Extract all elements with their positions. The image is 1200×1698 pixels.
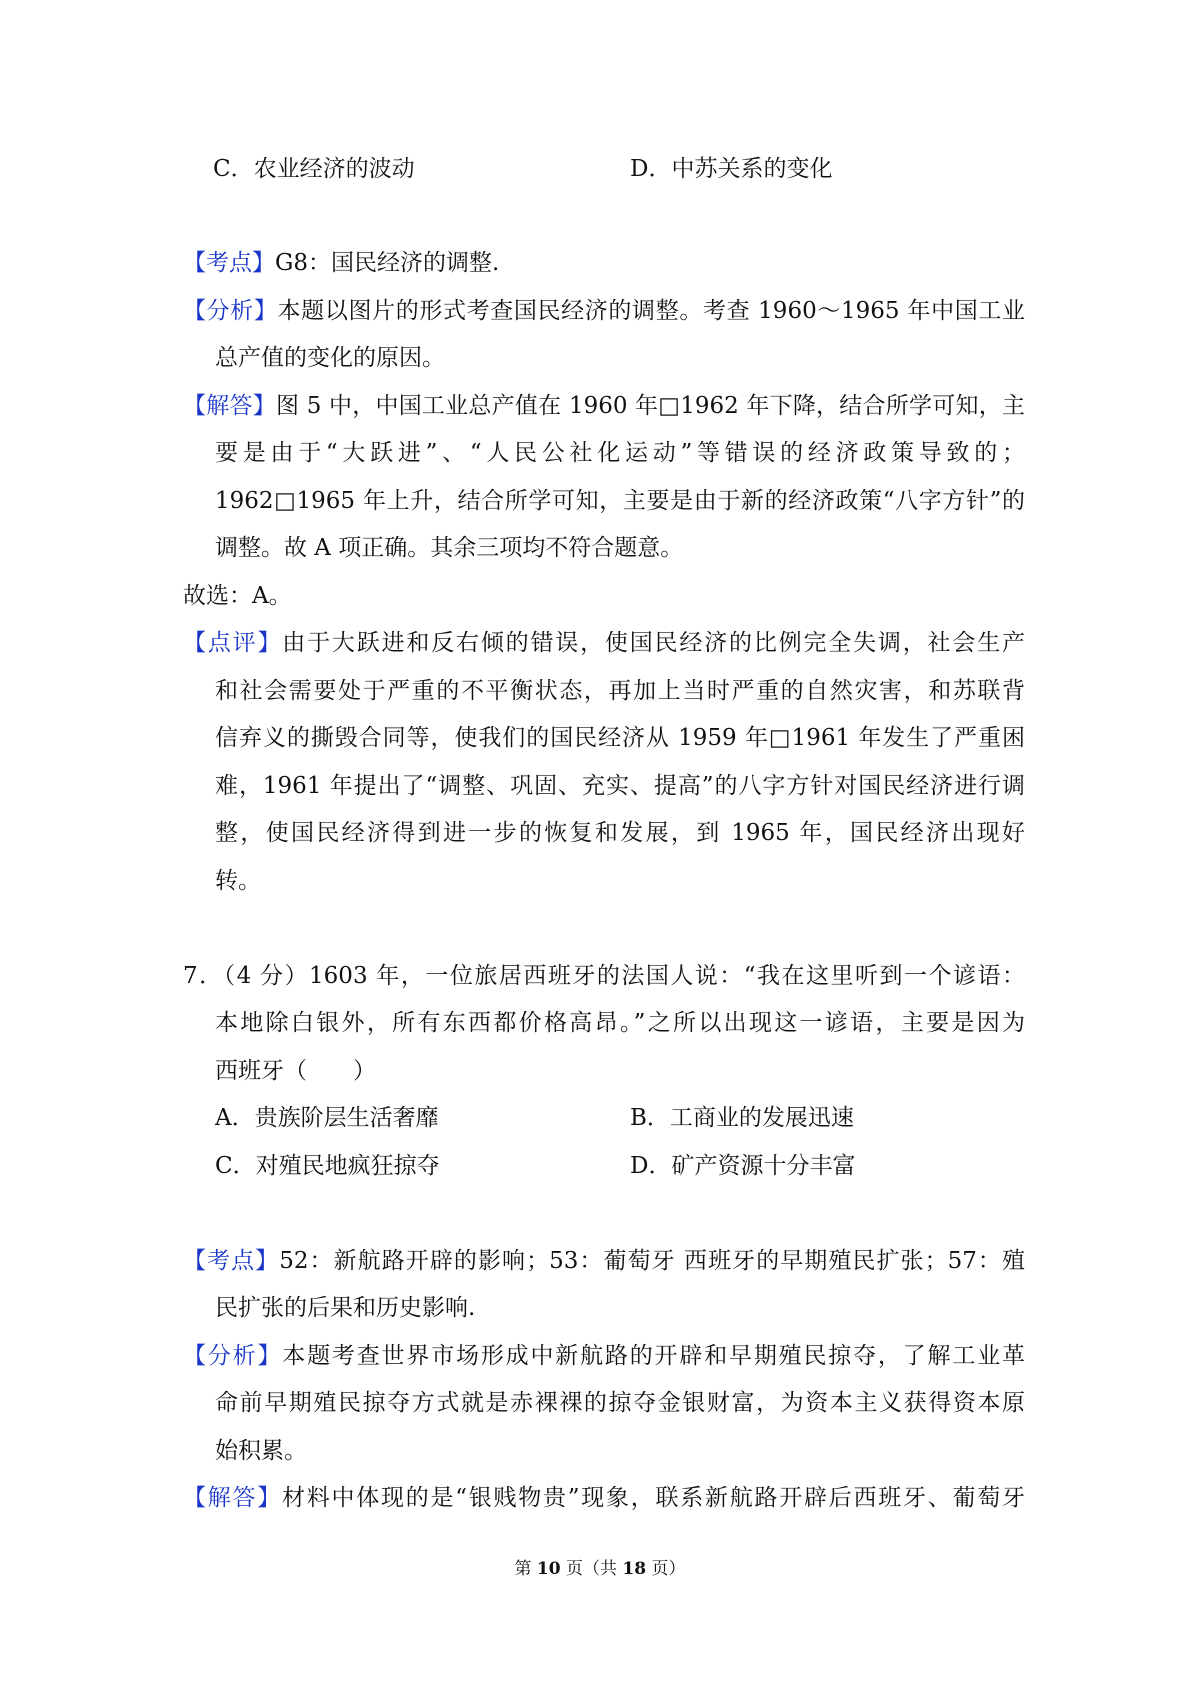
q7-kaodian-line-1: 【考点】52：新航路开辟的影响；53：葡萄牙 西班牙的早期殖民扩张；57：殖 — [183, 1248, 1025, 1274]
total-page-number: 18 — [622, 1559, 647, 1579]
q7-jieda-line-1: 【解答】材料中体现的是“银贱物贵”现象，联系新航路开辟后西班牙、葡萄牙 — [183, 1485, 1025, 1511]
q6-fenxi-line-2: 总产值的变化的原因。 — [215, 345, 445, 371]
q7-fenxi-line-2: 命前早期殖民掠夺方式就是赤裸裸的掠夺金银财富，为资本主义获得资本原 — [215, 1390, 1025, 1416]
q6-fenxi-line-1: 【分析】本题以图片的形式考查国民经济的调整。考查 1960～1965 年中国工业 — [183, 298, 1025, 324]
q7-stem-line-2: 本地除白银外，所有东西都价格高昂。”之所以出现这一谚语，主要是因为 — [215, 1010, 1025, 1036]
q7-option-a: A．贵族阶层生活奢靡 — [215, 1105, 439, 1131]
page-footer: 第 10 页（共 18 页） — [514, 1559, 686, 1579]
tag-fenxi: 【分析】 — [183, 1343, 283, 1369]
tag-dianping: 【点评】 — [183, 630, 283, 656]
q7-stem-line-1: 7．（4 分）1603 年，一位旅居西班牙的法国人说：“我在这里听到一个谚语： — [183, 963, 1025, 989]
q7-option-b: B．工商业的发展迅速 — [630, 1105, 854, 1131]
q7-fenxi-line-1: 【分析】本题考查世界市场形成中新航路的开辟和早期殖民掠夺，了解工业革 — [183, 1343, 1026, 1369]
q7-stem-line-3: 西班牙（ ） — [215, 1058, 376, 1084]
q6-jieda-line-4: 调整。故 A 项正确。其余三项均不符合题意。 — [215, 535, 684, 561]
q6-option-d: D．中苏关系的变化 — [630, 156, 833, 182]
q6-jieda-line-3: 1962□1965 年上升，结合所学可知，主要是由于新的经济政策“八字方针”的 — [215, 488, 1025, 514]
q7-fenxi-line-3: 始积累。 — [215, 1438, 307, 1464]
q6-dianping-line-3: 信弃义的撕毁合同等，使我们的国民经济从 1959 年□1961 年发生了严重困 — [215, 725, 1025, 751]
q6-dianping-line-1: 【点评】由于大跃进和反右倾的错误，使国民经济的比例完全失调，社会生产 — [183, 630, 1026, 656]
q6-dianping-line-2: 和社会需要处于严重的不平衡状态，再加上当时严重的自然灾害，和苏联背 — [215, 678, 1025, 704]
q6-dianping-line-4: 难，1961 年提出了“调整、巩固、充实、提高”的八字方针对国民经济进行调 — [215, 773, 1025, 799]
q6-dianping-line-5: 整，使国民经济得到进一步的恢复和发展，到 1965 年，国民经济出现好 — [215, 820, 1025, 846]
q7-option-d: D．矿产资源十分丰富 — [630, 1153, 856, 1179]
q6-option-c: C．农业经济的波动 — [213, 156, 415, 182]
current-page-number: 10 — [536, 1559, 561, 1579]
q7-option-c: C．对殖民地疯狂掠夺 — [215, 1153, 440, 1179]
q7-kaodian-line-2: 民扩张的后果和历史影响. — [215, 1295, 476, 1321]
tag-fenxi: 【分析】 — [183, 298, 278, 324]
q6-jieda-line-2: 要是由于“大跃进”、“人民公社化运动”等错误的经济政策导致的； — [215, 440, 1025, 466]
tag-kaodian: 【考点】 — [183, 250, 275, 276]
tag-jieda: 【解答】 — [183, 1485, 282, 1511]
q6-jieda-line-1: 【解答】图 5 中，中国工业总产值在 1960 年□1962 年下降，结合所学可知，主 — [183, 393, 1026, 419]
q6-answer: 故选：A。 — [183, 583, 292, 609]
tag-kaodian: 【考点】 — [183, 1248, 280, 1274]
q6-kaodian: 【考点】G8：国民经济的调整. — [183, 250, 500, 276]
tag-jieda: 【解答】 — [183, 393, 276, 419]
q6-dianping-line-6: 转。 — [215, 868, 261, 894]
